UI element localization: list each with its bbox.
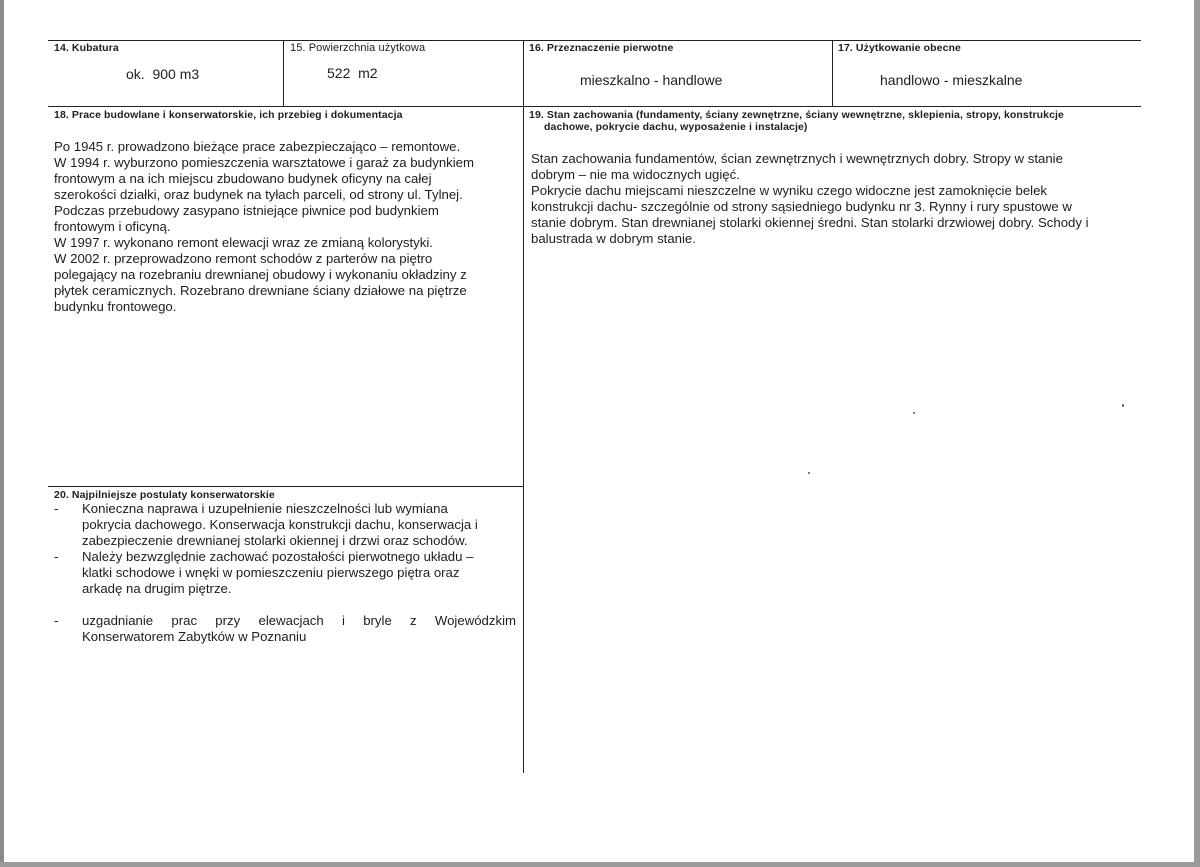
field-18-line: Podczas przebudowy zasypano istniejące piwnice pod budynkiem xyxy=(54,203,439,218)
field-19-line: konstrukcji dachu- szczególnie od strony sąsiedniego budynku nr 3. Rynny i rury spustowe w xyxy=(531,199,1072,214)
field-20-line: Konserwatorem Zabytków w Poznaniu xyxy=(82,629,307,644)
divider-main xyxy=(523,40,524,773)
field-19-line: Stan zachowania fundamentów, ścian zewnętrznych i wewnętrznych dobry. Stropy w stanie xyxy=(531,151,1063,166)
field-19-label xyxy=(529,109,1137,133)
bullet-dash: - xyxy=(54,549,59,564)
field-14-value: ok. 900 m3 xyxy=(126,66,200,82)
field-19-line: Pokrycie dachu miejscami nieszczelne w wyniku czego widoczne jest zamoknięcie belek xyxy=(531,183,1048,198)
field-20-line: Konieczna naprawa i uzupełnienie nieszczelności lub wymiana xyxy=(82,501,448,516)
row1-bottom-border xyxy=(48,106,1141,107)
field-18-line: budynku frontowego. xyxy=(54,299,177,314)
field-19-label-line: dachowe, pokrycie dachu, wyposażenie i instalacje) xyxy=(544,121,808,133)
form-top-border xyxy=(48,40,1141,41)
field-14-kubatura xyxy=(54,42,280,82)
field-19-line: balustrada w dobrym stanie. xyxy=(531,231,696,246)
field-20-line: zabezpieczenie drewnianej stolarki okiennej i drzwi oraz schodów. xyxy=(82,533,468,548)
field-18-line: frontowym i oficyną. xyxy=(54,219,171,234)
divider-16-17 xyxy=(832,40,833,106)
field-17-value: handlowo - mieszkalne xyxy=(880,72,1023,88)
bullet-dash: - xyxy=(54,613,59,628)
field-19-stan-zachowania xyxy=(529,109,1137,247)
field-18-prace xyxy=(54,109,520,315)
field-18-line: W 2002 r. przeprowadzono remont schodów z parterów na piętro xyxy=(54,251,433,266)
list-item xyxy=(54,501,520,549)
field-19-label-line: 19. Stan zachowania (fundamenty, ściany zewnętrzne, ściany wewnętrzne, sklepienia, stropy, konstrukcje xyxy=(529,109,1064,121)
field-18-text xyxy=(54,139,520,315)
scan-edge-left xyxy=(0,0,4,867)
scan-speck xyxy=(1122,404,1124,407)
bullet-dash: - xyxy=(54,501,59,516)
list-spacer xyxy=(82,597,520,613)
field-14-label: 14. Kubatura xyxy=(54,42,119,54)
field-20-label: 20. Najpilniejsze postulaty konserwatorskie xyxy=(54,489,275,501)
field-17-label: 17. Użytkowanie obecne xyxy=(838,42,961,54)
field-16-value: mieszkalno - handlowe xyxy=(580,72,723,88)
field-16-label: 16. Przeznaczenie pierwotne xyxy=(529,42,674,54)
field-19-line: stanie dobrym. Stan drewnianej stolarki okiennej średni. Stan stolarki drzwiowej dobry. Schody i xyxy=(531,215,1089,230)
field-19-line: dobrym – nie ma widocznych ugięć. xyxy=(531,167,740,182)
list-item xyxy=(54,549,520,597)
field-18-line: frontowym a na ich miejscu zbudowano budynek oficyny na całej xyxy=(54,171,432,186)
field-15-powierzchnia xyxy=(290,42,520,81)
scan-edge-right xyxy=(1194,0,1200,867)
field-18-line: W 1997 r. wykonano remont elewacji wraz ze zmianą kolorystyki. xyxy=(54,235,433,250)
field-20-line: uzgadnianie prac przy elewacjach i bryle z Wojewódzkim xyxy=(82,613,516,628)
scan-speck xyxy=(808,472,810,474)
field-20-line: pokrycia dachowego. Konserwacja konstrukcji dachu, konserwacja i xyxy=(82,517,478,532)
field-20-line: arkadę na drugim piętrze. xyxy=(82,581,232,596)
field-18-line: Po 1945 r. prowadzono bieżące prace zabezpieczająco – remontowe. xyxy=(54,139,461,154)
field-18-line: W 1994 r. wyburzono pomieszczenia warsztatowe i garaż za budynkiem xyxy=(54,155,474,170)
field-18-line: płytek ceramicznych. Rozebrano drewniane ściany działowe na piętrze xyxy=(54,283,467,298)
field-19-text xyxy=(531,151,1137,247)
field-15-value: 522 m2 xyxy=(327,65,378,81)
field-18-line: polegający na rozebraniu drewnianej obudowy i wykonaniu okładziny z xyxy=(54,267,467,282)
field-18-line: szerokości działki, oraz budynek na tyłach parceli, od strony ul. Tylnej. xyxy=(54,187,463,202)
divider-14-15 xyxy=(283,40,284,106)
scan-speck xyxy=(913,412,915,414)
field-15-label: 15. Powierzchnia użytkowa xyxy=(290,42,426,54)
field-20-line: klatki schodowe i wnęki w pomieszczeniu pierwszego piętra oraz xyxy=(82,565,460,580)
field-17-uzytkowanie xyxy=(838,42,1138,88)
field-20-postulaty xyxy=(54,489,520,645)
field-18-label: 18. Prace budowlane i konserwatorskie, ich przebieg i dokumentacja xyxy=(54,109,403,121)
field20-top-border xyxy=(48,486,524,487)
scan-edge-bottom xyxy=(0,862,1200,867)
field-16-przeznaczenie xyxy=(529,42,829,88)
field-20-list xyxy=(54,501,520,645)
list-item xyxy=(54,613,520,645)
field-20-line: Należy bezwzględnie zachować pozostałości pierwotnego układu – xyxy=(82,549,474,564)
